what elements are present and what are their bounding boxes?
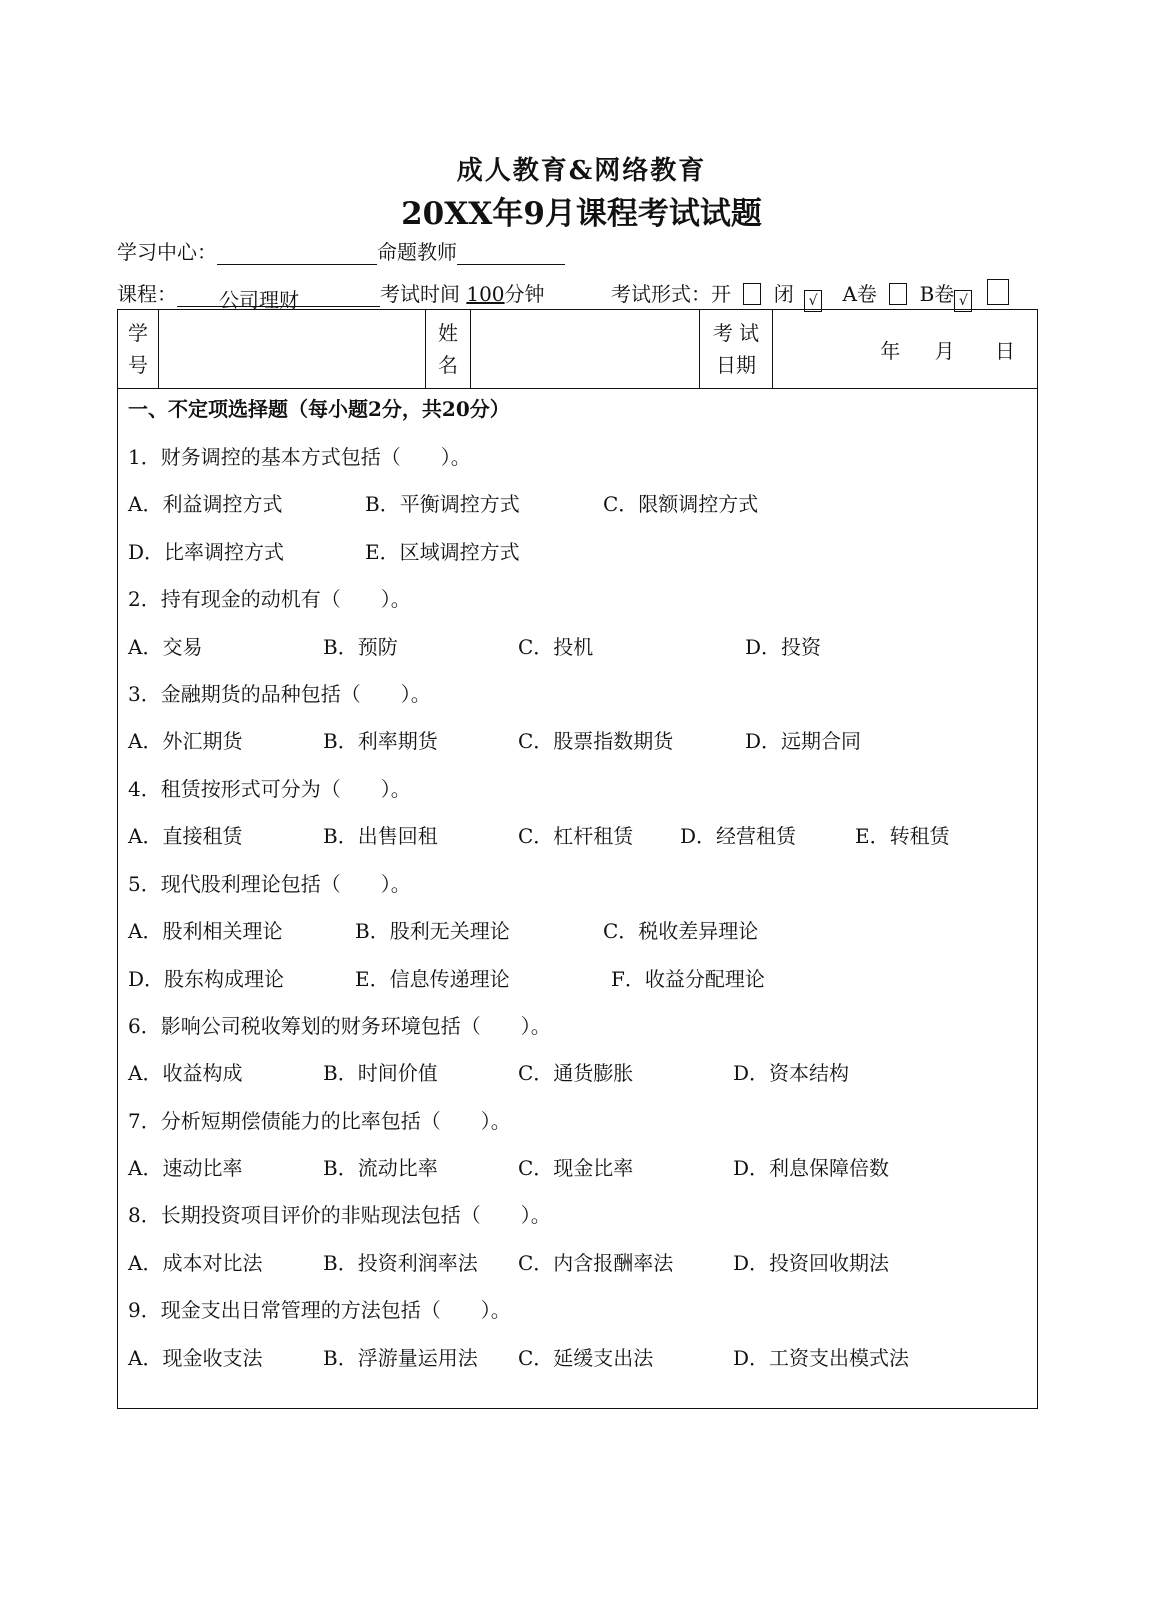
exam-time-unit: 分钟: [504, 282, 545, 306]
q8-option-d[interactable]: D．投资回收期法: [733, 1251, 890, 1275]
question-4-stem: 4．租赁按形式可分为（ ）。: [128, 777, 411, 801]
q9-option-d[interactable]: D．工资支出模式法: [733, 1346, 910, 1370]
teacher-field[interactable]: [457, 242, 565, 265]
question-9-stem: 9．现金支出日常管理的方法包括（ ）。: [128, 1298, 511, 1322]
q1-option-b[interactable]: B．平衡调控方式: [365, 492, 520, 516]
date-month: 月: [934, 338, 955, 363]
q9-option-b[interactable]: B．浮游量运用法: [323, 1346, 478, 1370]
exam-form-label: 考试形式：开: [611, 282, 731, 306]
q1-option-e[interactable]: E．区域调控方式: [365, 540, 520, 564]
q7-option-d[interactable]: D．利息保障倍数: [733, 1156, 890, 1180]
q5-option-b[interactable]: B．股利无关理论: [355, 919, 510, 943]
student-id-label: [118, 310, 159, 389]
course-value: 公司理财: [219, 288, 299, 312]
q3-option-b[interactable]: B．利率期货: [323, 729, 438, 753]
q7-option-c[interactable]: C．现金比率: [518, 1156, 634, 1180]
date-year: 年: [880, 338, 901, 363]
student-id-label-line1: 学: [128, 321, 148, 345]
exam-date-field[interactable]: [773, 310, 1038, 389]
q5-option-e[interactable]: E．信息传递理论: [355, 967, 510, 991]
question-3-stem: 3．金融期货的品种包括（ ）。: [128, 682, 431, 706]
name-label: [426, 310, 471, 389]
q2-option-d[interactable]: D．投资: [745, 635, 822, 659]
q2-option-a[interactable]: A．交易: [128, 635, 203, 659]
q5-option-d[interactable]: D．股东构成理论: [128, 967, 285, 991]
exam-date-label-line2: 日期: [716, 353, 756, 377]
q3-option-d[interactable]: D．远期合同: [745, 729, 862, 753]
meta-line-2: [117, 278, 545, 312]
q7-option-a[interactable]: A．速动比率: [128, 1156, 243, 1180]
paper-b-check-mark: √: [958, 293, 968, 309]
q6-option-d[interactable]: D．资本结构: [733, 1061, 850, 1085]
q8-option-a[interactable]: A．成本对比法: [128, 1251, 263, 1275]
q7-option-b[interactable]: B．流动比率: [323, 1156, 438, 1180]
name-field[interactable]: [471, 310, 700, 389]
q9-option-c[interactable]: C．延缓支出法: [518, 1346, 654, 1370]
question-5-stem: 5．现代股利理论包括（ ）。: [128, 872, 411, 896]
q5-option-c[interactable]: C．税收差异理论: [603, 919, 759, 943]
q1-option-d[interactable]: D．比率调控方式: [128, 540, 285, 564]
q6-option-b[interactable]: B．时间价值: [323, 1061, 438, 1085]
q4-option-a[interactable]: A．直接租赁: [128, 824, 243, 848]
course-label: 课程：: [117, 282, 177, 306]
q4-option-d[interactable]: D．经营租赁: [680, 824, 797, 848]
student-id-field[interactable]: [159, 310, 426, 389]
name-label-line2: 名: [438, 353, 458, 377]
institution-title: 成人教育&网络教育: [456, 156, 707, 186]
section-title: 一、不定项选择题（每小题2分，共20分）: [128, 397, 510, 421]
extra-checkbox[interactable]: [987, 279, 1009, 305]
q8-option-c[interactable]: C．内含报酬率法: [518, 1251, 674, 1275]
student-id-label-line2: 号: [128, 353, 148, 377]
study-center-label: 学习中心：: [117, 240, 217, 264]
course-field: [177, 284, 380, 312]
closed-label: 闭: [773, 282, 794, 306]
exam-date-label-line1: 考 试: [712, 321, 760, 345]
q1-option-c[interactable]: C．限额调控方式: [603, 492, 759, 516]
exam-title: 20XX年9月课程考试试题: [401, 196, 762, 232]
open-checkbox[interactable]: [743, 283, 761, 305]
q6-option-a[interactable]: A．收益构成: [128, 1061, 243, 1085]
questions-section: [117, 388, 1038, 1409]
q8-option-b[interactable]: B．投资利润率法: [323, 1251, 478, 1275]
q5-option-a[interactable]: A．股利相关理论: [128, 919, 283, 943]
q5-option-f[interactable]: F．收益分配理论: [611, 967, 765, 991]
question-2-stem: 2．持有现金的动机有（ ）。: [128, 587, 411, 611]
q3-option-a[interactable]: A．外汇期货: [128, 729, 243, 753]
date-day: 日: [995, 338, 1015, 363]
meta-line-1: [117, 236, 565, 265]
teacher-label: 命题教师: [377, 240, 457, 264]
q4-option-b[interactable]: B．出售回租: [323, 824, 438, 848]
q2-option-c[interactable]: C．投机: [518, 635, 594, 659]
question-8-stem: 8．长期投资项目评价的非贴现法包括（ ）。: [128, 1203, 551, 1227]
exam-form-line: [611, 278, 1009, 312]
q6-option-c[interactable]: C．通货膨胀: [518, 1061, 634, 1085]
q2-option-b[interactable]: B．预防: [323, 635, 398, 659]
paper-b-label: B卷: [919, 282, 955, 306]
closed-check-mark: √: [808, 293, 818, 309]
exam-time-value: 100: [466, 282, 505, 306]
paper-a-label: A卷: [842, 282, 877, 306]
q3-option-c[interactable]: C．股票指数期货: [518, 729, 674, 753]
exam-date-label: [700, 310, 773, 389]
question-7-stem: 7．分析短期偿债能力的比率包括（ ）。: [128, 1109, 511, 1133]
exam-time-label: 考试时间: [380, 282, 460, 306]
q4-option-c[interactable]: C．杠杆租赁: [518, 824, 634, 848]
study-center-field[interactable]: [217, 242, 377, 265]
question-1-stem: 1．财务调控的基本方式包括（ ）。: [128, 445, 471, 469]
student-info-table: [117, 309, 1038, 389]
q4-option-e[interactable]: E．转租赁: [855, 824, 950, 848]
question-6-stem: 6．影响公司税收筹划的财务环境包括（ ）。: [128, 1014, 551, 1038]
q9-option-a[interactable]: A．现金收支法: [128, 1346, 263, 1370]
name-label-line1: 姓: [438, 321, 458, 345]
q1-option-a[interactable]: A．利益调控方式: [128, 492, 283, 516]
paper-a-checkbox[interactable]: [889, 283, 907, 305]
